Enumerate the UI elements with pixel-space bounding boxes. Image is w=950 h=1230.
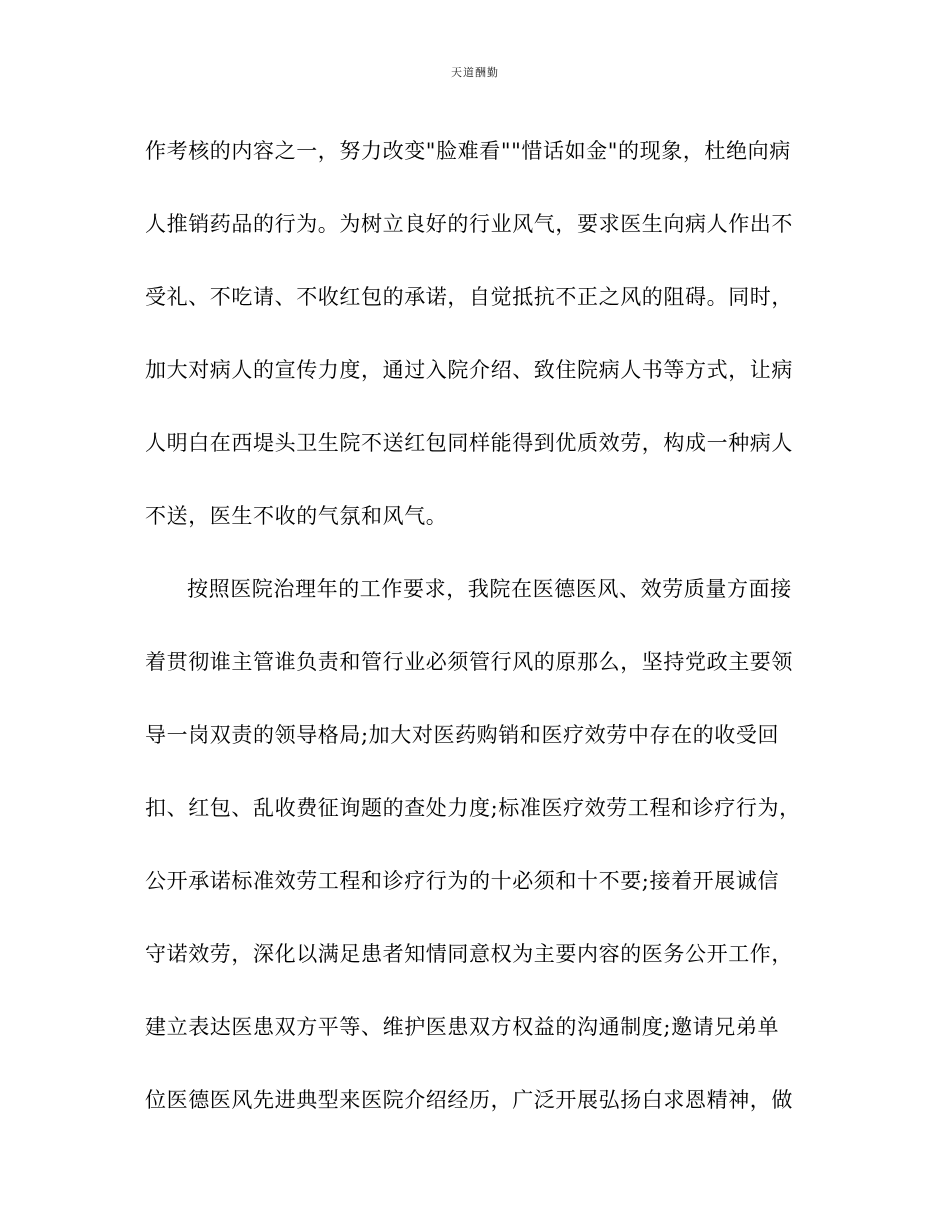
text-line: 作考核的内容之一，努力改变"脸难看""惜话如金"的现象，杜绝向病: [145, 139, 791, 163]
text-line: 不送，医生不收的气氛和风气。: [145, 504, 448, 528]
text-line: 位医德医风先进典型来医院介绍经历，广泛开展弘扬白求恩精神，做: [145, 1088, 793, 1112]
text-line: 导一岗双责的领导格局;加大对医药购销和医疗效劳中存在的收受回: [145, 723, 780, 747]
text-line: 人明白在西堤头卫生院不送红包同样能得到优质效劳，构成一种病人: [145, 431, 793, 455]
text-line: 加大对病人的宣传力度，通过入院介绍、致住院病人书等方式，让病: [145, 358, 793, 382]
text-line: 建立表达医患双方平等、维护医患双方权益的沟通制度;邀请兄弟单: [145, 1015, 780, 1039]
text-line: 受礼、不吃请、不收红包的承诺，自觉抵抗不正之风的阻碍。同时，: [145, 285, 793, 309]
text-line: 按照医院治理年的工作要求，我院在医德医风、效劳质量方面接: [187, 577, 792, 601]
text-line: 扣、红包、乱收费征询题的查处力度;标准医疗效劳工程和诊疗行为，: [145, 796, 801, 820]
text-line: 着贯彻谁主管谁负责和管行业必须管行风的原那么，坚持党政主要领: [145, 650, 793, 674]
text-line: 人推销药品的行为。为树立良好的行业风气，要求医生向病人作出不: [145, 212, 793, 236]
text-line: 公开承诺标准效劳工程和诊疗行为的十必须和十不要;接着开展诚信: [145, 869, 780, 893]
text-line: 守诺效劳，深化以满足患者知情同意权为主要内容的医务公开工作，: [145, 942, 793, 966]
document-body: [145, 122, 810, 1144]
page-header: 天道酬勤: [451, 66, 499, 79]
paragraph: [145, 122, 810, 545]
paragraph: [145, 560, 810, 1129]
